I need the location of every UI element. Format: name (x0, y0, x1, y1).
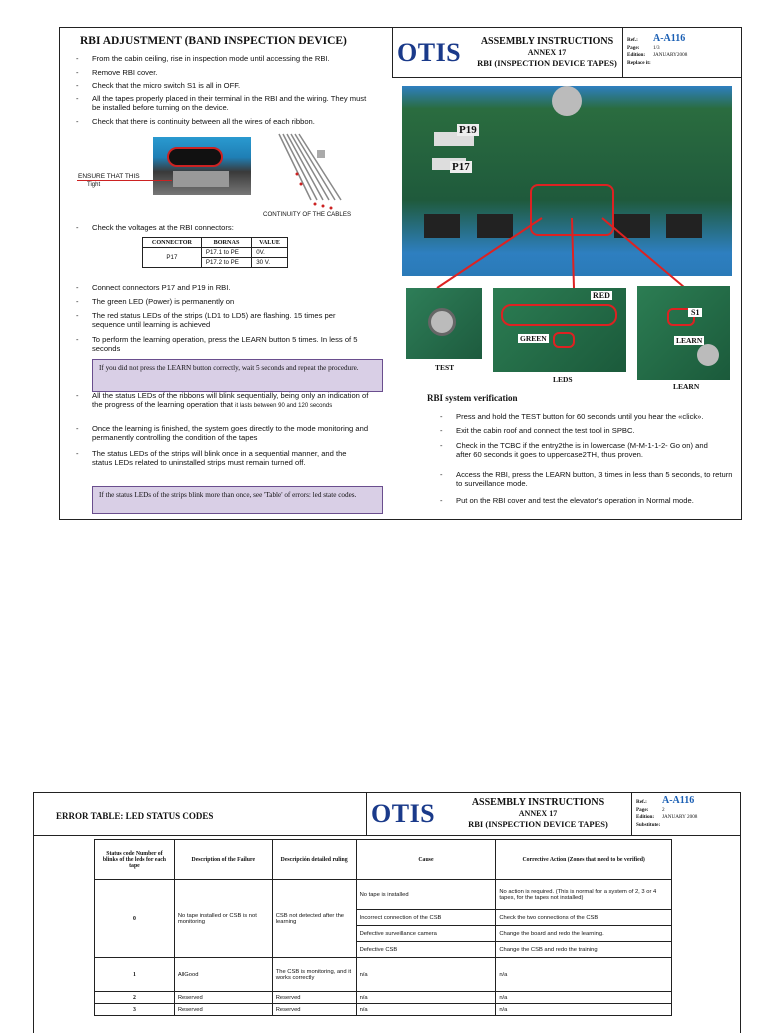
learn-photo-label: LEARN (676, 336, 703, 345)
replace-label: Replace it: (627, 59, 651, 66)
header2-line2: ANNEX 17 (518, 809, 558, 818)
header-line1: ASSEMBLY INSTRUCTIONS (480, 36, 614, 47)
table-row (95, 992, 672, 1004)
failure-description: Reserved (174, 1004, 272, 1016)
red-label: RED (593, 291, 610, 300)
page-2 (33, 792, 741, 1033)
header-line3: RBI (INSPECTION DEVICE TAPES) (477, 58, 617, 68)
ensure-sub: Tight (87, 182, 101, 188)
page-value: 1/3 (653, 44, 660, 51)
list-item: - The status LEDs of the strips will blink once in a sequential manner, and the status LEDs related to uninstalled strips must remain turned off. (76, 449, 347, 467)
status-code: 3 (95, 1004, 175, 1016)
page-1-title: RBI ADJUSTMENT (BAND INSPECTION DEVICE) (80, 35, 347, 47)
list-item: - The red status LEDs of the strips (LD1 to LD5) are flashing. 15 times per sequence until learning is achieved (76, 311, 336, 329)
list-item: - All the tapes properly placed in their terminal in the RBI and the wiring. They must be installed before turning on the device. (76, 94, 367, 112)
table-cell: P17.2 to PE (201, 258, 251, 268)
action-cell: n/a (496, 1004, 672, 1016)
ref-label-2: Ref.: (636, 799, 647, 805)
header-title-block-2 (446, 797, 630, 830)
ref-label: Ref.: (627, 37, 638, 43)
action-cell: n/a (496, 958, 672, 992)
voltage-header-connector: CONNECTOR (143, 238, 202, 248)
list-item: - Access the RBI, press the LEARN button, 3 times in less than 5 seconds, to return to surveillance mode. (440, 470, 733, 488)
otis-logo-2: OTIS (371, 799, 436, 828)
list-item: - All the status LEDs of the ribbons will blink sequentially, being only an indication of the progress of the learning operation that it lasts between 90 and 120 seconds (76, 391, 369, 409)
cause-cell: Defective CSB (356, 942, 496, 958)
voltage-header-value: VALUE (252, 238, 288, 248)
ruling-description: Reserved (272, 1004, 356, 1016)
header-meta-2 (636, 797, 738, 829)
list-item: - Put on the RBI cover and test the elevator's operation in Normal mode. (440, 496, 694, 505)
cause-cell: No tape is installed (356, 880, 496, 910)
ruling-description: The CSB is monitoring, and it works correctly (272, 958, 356, 992)
header-action: Corrective Action (Zones that need to be verified) (496, 840, 672, 880)
ribbon-cable-diagram (265, 130, 370, 212)
leds-label: LEDS (553, 375, 573, 384)
list-item: - Check in the TCBC if the entry2the is in lowercase (M-M-1-1-2- Go on) and after 60 seconds it goes to uppercase2TH, thus proven. (440, 441, 708, 459)
status-code: 2 (95, 992, 175, 1004)
header-line2: ANNEX 17 (527, 48, 567, 57)
table-cell: 0V. (252, 248, 288, 258)
list-item: - Once the learning is finished, the system goes directly to the mode monitoring and permanently controlling the condition of the tapes (76, 424, 369, 442)
substitute-label: Substitute: (636, 821, 661, 828)
cause-cell: n/a (356, 958, 496, 992)
failure-description: AllGood (174, 958, 272, 992)
action-cell: Check the two connections of the CSB (496, 910, 672, 926)
green-label: GREEN (520, 334, 547, 343)
ref-value: A-A116 (653, 33, 686, 44)
page-label-2: Page: (636, 806, 649, 813)
header2-line1: ASSEMBLY INSTRUCTIONS (471, 797, 605, 808)
p17-label: P17 (452, 161, 470, 173)
list-item: - Connect connectors P17 and P19 in RBI. (76, 283, 231, 292)
list-item: - Press and hold the TEST button for 60 seconds until you hear the «click». (440, 412, 704, 421)
failure-description: Reserved (174, 992, 272, 1004)
header2-line3: RBI (INSPECTION DEVICE TAPES) (468, 819, 608, 829)
action-cell: No action is required. (This is normal for a system of 2, 3 or 4 tapes, for the tapes not installed) (496, 880, 672, 910)
header-title-block (472, 36, 622, 69)
list-item: - Check the voltages at the RBI connectors: (76, 223, 234, 232)
ensure-label: ENSURE THAT THIS (78, 173, 140, 180)
cause-cell: n/a (356, 1004, 496, 1016)
cause-cell: Incorrect connection of the CSB (356, 910, 496, 926)
list-item: - Remove RBI cover. (76, 68, 158, 77)
list-item: - Exit the cabin roof and connect the test tool in SPBC. (440, 426, 635, 435)
header-status: Status code Number of blinks of the leds for each tape (95, 840, 175, 880)
continuity-caption: CONTINUITY OF THE CABLES (263, 211, 352, 218)
list-item: - Check that the micro switch S1 is all in OFF. (76, 81, 241, 90)
table-cell: P17.1 to PE (201, 248, 251, 258)
cause-cell: n/a (356, 992, 496, 1004)
verification-title: RBI system verification (427, 393, 518, 403)
edition-value-2: JANUARY 2008 (662, 814, 698, 820)
list-item: - To perform the learning operation, press the LEARN button 5 times. In less of 5 seconds (76, 335, 358, 353)
cause-cell: Defective surveillance camera (356, 926, 496, 942)
header-meta (627, 35, 739, 67)
action-cell: n/a (496, 992, 672, 1004)
list-item: - From the cabin ceiling, rise in inspection mode until accessing the RBI. (76, 54, 330, 63)
page-value-2: 2 (662, 806, 665, 813)
table-row (95, 1004, 672, 1016)
s1-label: S1 (688, 308, 702, 317)
leds-photo (493, 288, 626, 372)
connector-photo (153, 137, 251, 195)
header-failure: Description of the Failure (174, 840, 272, 880)
ruling-description: Reserved (272, 992, 356, 1004)
edition-value: JANUARY2008 (653, 52, 688, 58)
voltage-connector: P17 (143, 248, 202, 268)
learn-retry-note: If you did not press the LEARN button correctly, wait 5 seconds and repeat the procedure. (92, 359, 383, 392)
test-button-photo (406, 288, 482, 359)
table-row (95, 880, 672, 910)
learn-switch-photo (637, 286, 730, 380)
list-item: - The green LED (Power) is permanently on (76, 297, 235, 306)
error-table-note: If the status LEDs of the strips blink more than once, see 'Table' of errors: led state codes. (92, 486, 383, 514)
learn-caption: LEARN (673, 382, 700, 391)
edition-label: Edition: (627, 52, 646, 58)
action-cell: Change the CSB and redo the training (496, 942, 672, 958)
header-cause: Cause (356, 840, 496, 880)
p19-label: P19 (459, 124, 477, 136)
voltage-table (142, 237, 288, 268)
edition-label-2: Edition: (636, 814, 655, 820)
page-1 (59, 27, 742, 520)
ref-value-2: A-A116 (662, 795, 695, 806)
failure-description: No tape installed or CSB is not monitoring (174, 880, 272, 958)
table-cell: 30 V. (252, 258, 288, 268)
voltage-header-bornas: BORNAS (201, 238, 251, 248)
action-cell: Change the board and redo the learning. (496, 926, 672, 942)
ruling-description: CSB not detected after the learning (272, 880, 356, 958)
table-row (95, 958, 672, 992)
status-code: 1 (95, 958, 175, 992)
status-code: 0 (95, 880, 175, 958)
page-label: Page: (627, 44, 640, 51)
otis-logo: OTIS (397, 38, 462, 67)
page-2-title: ERROR TABLE: LED STATUS CODES (56, 811, 214, 821)
error-table (94, 839, 672, 1016)
table-row (143, 248, 288, 258)
test-label: TEST (435, 363, 455, 372)
list-item: - Check that there is continuity between all the wires of each ribbon. (76, 117, 315, 126)
header-ruling: Descripción detailed ruling (272, 840, 356, 880)
